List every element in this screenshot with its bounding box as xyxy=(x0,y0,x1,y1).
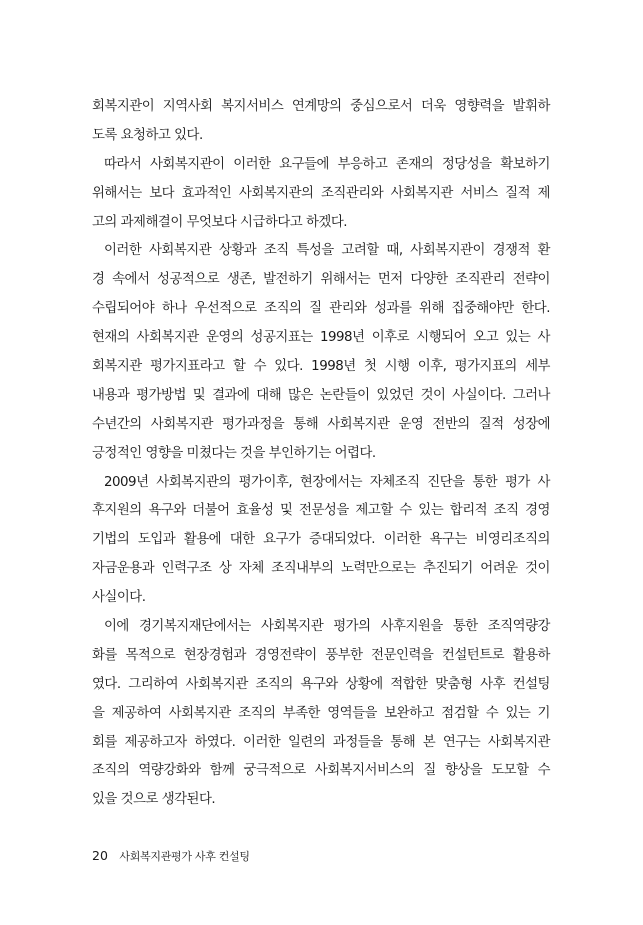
text-line: 긍정적인 영향을 미쳤다는 것을 부인하기는 어렵다. xyxy=(92,445,376,461)
text-line: 사실이다. xyxy=(92,590,146,606)
text-line: 위해서는 보다 효과적인 사회복지관의 조직관리와 사회복지관 서비스 질적 제 xyxy=(92,185,550,201)
text-line: 수년간의 사회복지관 평가과정을 통해 사회복지관 운영 전반의 질적 성장에 xyxy=(92,416,550,432)
text-line: 회를 제공하고자 하였다. 이러한 일련의 과정들을 통해 본 연구는 사회복지관 xyxy=(92,734,550,750)
running-title: 사회복지관평가 사후 컨설팅 xyxy=(119,850,250,863)
text-line: 였다. 그리하여 사회복지관 조직의 욕구와 상황에 적합한 맞춤형 사후 컨설팅 xyxy=(92,676,550,692)
text-line: 도록 요청하고 있다. xyxy=(92,127,203,143)
text-line: 따라서 사회복지관이 이러한 요구들에 부응하고 존재의 정당성을 확보하기 xyxy=(104,156,550,172)
text-line: 이러한 사회복지관 상황과 조직 특성을 고려할 때, 사회복지관이 경쟁적 환 xyxy=(104,243,550,259)
text-line: 을 제공하여 사회복지관 조직의 부족한 영역들을 보완하고 점검할 수 있는 기 xyxy=(92,705,550,721)
page-footer xyxy=(92,848,250,865)
text-line: 이에 경기복지재단에서는 사회복지관 평가의 사후지원을 통한 조직역량강 xyxy=(104,619,550,635)
text-line: 화를 목적으로 현장경험과 경영전략이 풍부한 전문인력을 컨설턴트로 활용하 xyxy=(92,647,550,663)
text-line: 기법의 도입과 활용에 대한 요구가 증대되었다. 이러한 욕구는 비영리조직의 xyxy=(92,532,550,548)
text-line: 2009년 사회복지관의 평가이후, 현장에서는 자체조직 진단을 통한 평가 사 xyxy=(104,474,550,490)
text-line: 경 속에서 성공적으로 생존, 발전하기 위해서는 먼저 다양한 조직관리 전략이 xyxy=(92,272,550,288)
text-line: 회복지관 평가지표라고 할 수 있다. 1998년 첫 시행 이후, 평가지표의 세부 xyxy=(92,359,550,375)
text-line: 현재의 사회복지관 운영의 성공지표는 1998년 이후로 시행되어 오고 있는 사 xyxy=(92,330,550,346)
text-line: 고의 과제해결이 무엇보다 시급하다고 하겠다. xyxy=(92,214,348,230)
page-number: 20 xyxy=(92,848,108,863)
text-line: 있을 것으로 생각된다. xyxy=(92,792,216,808)
text-line: 내용과 평가방법 및 결과에 대해 많은 논란들이 있었던 것이 사실이다. 그러나 xyxy=(92,387,550,403)
text-line: 후지원의 욕구와 더불어 효율성 및 전문성을 제고할 수 있는 합리적 조직 경영 xyxy=(92,503,550,519)
text-line: 회복지관이 지역사회 복지서비스 연계망의 중심으로서 더욱 영향력을 발휘하 xyxy=(92,99,550,114)
text-line: 자금운용과 인력구조 상 자체 조직내부의 노력만으로는 추진되기 어려운 것이 xyxy=(92,561,550,577)
body-text xyxy=(92,93,550,815)
text-line: 조직의 역량강화와 함께 궁극적으로 사회복지서비스의 질 향상을 도모할 수 xyxy=(92,763,550,779)
text-line: 수립되어야 하나 우선적으로 조직의 질 관리와 성과를 위해 집중해야만 한다. xyxy=(92,301,550,317)
